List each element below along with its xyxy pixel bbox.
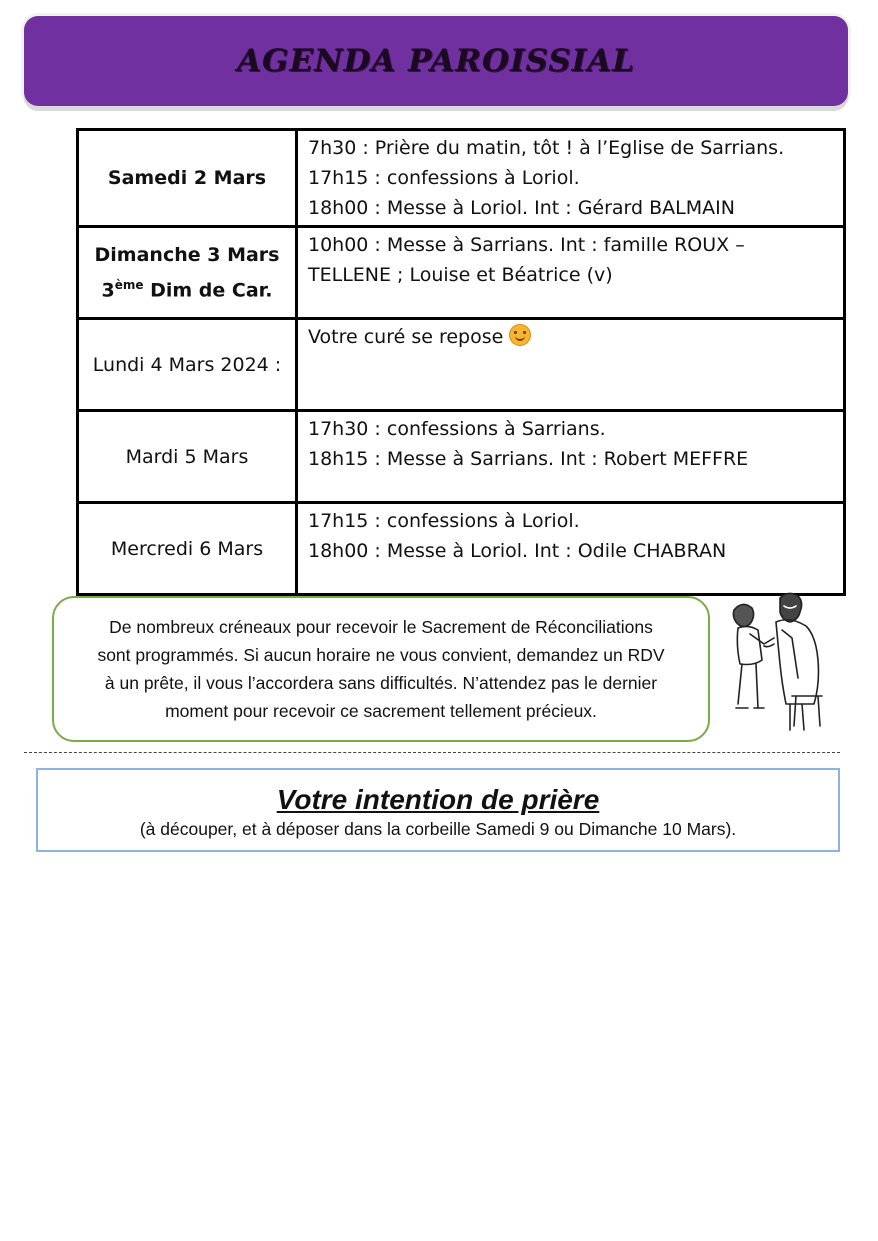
event-line: Votre curé se repose bbox=[308, 322, 833, 352]
notice-line: De nombreux créneaux pour recevoir le Sacrement de Réconciliations bbox=[109, 617, 653, 637]
event-line: 10h00 : Messe à Sarrians. Int : famille ROUX – bbox=[308, 234, 745, 256]
events-cell bbox=[297, 227, 845, 319]
events-cell bbox=[297, 319, 845, 411]
priest-and-child-illustration bbox=[720, 584, 840, 738]
event-line: 17h30 : confessions à Sarrians. bbox=[308, 418, 606, 440]
events-cell bbox=[297, 411, 845, 503]
notice-line: à un prête, il vous l’accordera sans difficultés. N’attendez pas le dernier bbox=[104, 673, 658, 693]
header-banner bbox=[24, 16, 848, 106]
event-line: 18h00 : Messe à Loriol. Int : Odile CHABRAN bbox=[308, 540, 727, 562]
day-cell bbox=[78, 503, 297, 595]
event-line: 18h00 : Messe à Loriol. Int : Gérard BALMAIN bbox=[308, 197, 735, 219]
day-label: Mardi 5 Mars bbox=[125, 445, 249, 468]
confession-notice bbox=[52, 596, 710, 742]
table-row bbox=[78, 503, 845, 595]
cut-line-divider bbox=[24, 752, 840, 753]
agenda-table bbox=[76, 128, 846, 596]
table-row bbox=[78, 227, 845, 319]
events-cell bbox=[297, 130, 845, 227]
intention-subtitle: (à découper, et à déposer dans la corbeille Samedi 9 ou Dimanche 10 Mars). bbox=[139, 819, 737, 839]
day-cell bbox=[78, 227, 297, 319]
day-cell bbox=[78, 411, 297, 503]
event-line: TELLENE ; Louise et Béatrice (v) bbox=[308, 264, 613, 286]
prayer-intention-box bbox=[36, 768, 840, 852]
smiling-face-icon bbox=[509, 324, 531, 346]
day-cell bbox=[78, 319, 297, 411]
table-row bbox=[78, 130, 845, 227]
day-sublabel: 3ème Dim de Car. bbox=[101, 277, 273, 302]
day-label: Samedi 2 Mars bbox=[107, 167, 267, 189]
event-line: 7h30 : Prière du matin, tôt ! à l’Eglise de Sarrians. bbox=[308, 137, 785, 159]
day-label: Mercredi 6 Mars bbox=[110, 537, 264, 560]
day-label: Lundi 4 Mars 2024 : bbox=[92, 353, 282, 376]
day-cell bbox=[78, 130, 297, 227]
event-line: 18h15 : Messe à Sarrians. Int : Robert MEFFRE bbox=[308, 448, 749, 470]
notice-line: sont programmés. Si aucun horaire ne vous convient, demandez un RDV bbox=[97, 645, 665, 665]
table-row bbox=[78, 411, 845, 503]
notice-text bbox=[97, 613, 664, 725]
notice-line: moment pour recevoir ce sacrement tellement précieux. bbox=[165, 701, 597, 721]
event-line: 17h15 : confessions à Loriol. bbox=[308, 510, 580, 532]
event-line: 17h15 : confessions à Loriol. bbox=[308, 167, 580, 189]
page-title: AGENDA PAROISSIAL bbox=[236, 43, 636, 79]
intention-title: Votre intention de prière bbox=[276, 784, 600, 815]
day-label: Dimanche 3 Mars bbox=[94, 243, 280, 266]
events-cell bbox=[297, 503, 845, 595]
table-row bbox=[78, 319, 845, 411]
